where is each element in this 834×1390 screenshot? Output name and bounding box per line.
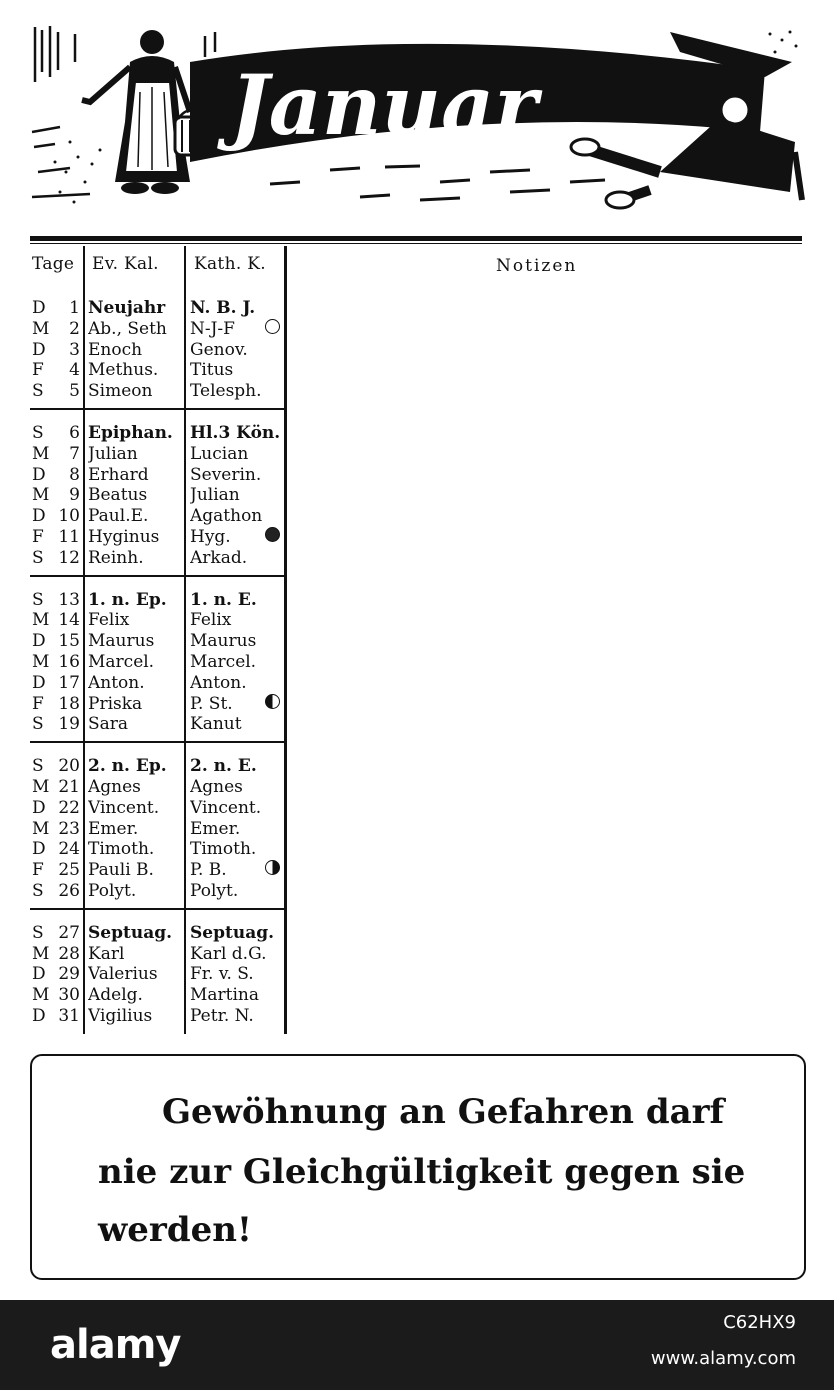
image-id: C62HX9 <box>723 1312 796 1333</box>
ev-name-cell: Sara <box>88 714 129 735</box>
ev-name-cell: Hyginus <box>88 527 160 547</box>
kath-name-cell: Julian <box>190 485 240 506</box>
calendar-row <box>30 756 286 777</box>
kath-name-cell: P. St. <box>190 693 233 714</box>
kath-name-cell: Fr. v. S. <box>190 964 254 985</box>
header-illustration <box>30 22 805 222</box>
kath-name-cell: Karl d.G. <box>190 943 267 964</box>
ev-name-cell: Karl <box>88 943 125 964</box>
day-number-cell: 2 <box>69 318 80 339</box>
calendar-row <box>30 381 286 402</box>
calendar-row <box>30 944 286 965</box>
day-number-cell: 13 <box>58 589 80 610</box>
kath-name-cell: Maurus <box>190 631 257 652</box>
day-number-cell: 27 <box>58 922 80 943</box>
weekday-cell: S <box>32 714 44 735</box>
weekday-cell: M <box>32 652 50 672</box>
day-number-cell: 30 <box>58 985 80 1006</box>
ev-name-cell: Erhard <box>88 464 149 485</box>
ev-name-cell: Enoch <box>88 339 143 360</box>
moon-phase-icon <box>265 527 280 542</box>
ev-name-cell: Vincent. <box>88 797 160 818</box>
ev-name-cell: Paul.E. <box>88 506 149 527</box>
kath-name-cell: Felix <box>190 610 232 631</box>
day-number-cell: 24 <box>58 839 80 860</box>
calendar-row <box>30 798 286 819</box>
calendar-row <box>30 694 286 715</box>
ev-name-cell: Pauli B. <box>88 860 154 881</box>
week-separator <box>30 408 286 410</box>
ev-name-cell: Vigilius <box>88 1006 153 1026</box>
kath-name-cell: Lucian <box>190 443 249 464</box>
weekday-cell: D <box>32 339 46 360</box>
ev-name-cell: Ab., Seth <box>88 318 167 339</box>
calendar-row <box>30 819 286 840</box>
kath-name-cell: Martina <box>190 985 260 1006</box>
notes-label: Notizen <box>496 256 578 276</box>
kath-name-cell: Polyt. <box>190 881 239 901</box>
day-number-cell: 9 <box>69 485 80 506</box>
day-number-cell: 14 <box>58 610 80 631</box>
month-header <box>30 22 805 222</box>
weekday-cell: S <box>32 381 44 402</box>
kath-name-cell: Emer. <box>190 818 241 839</box>
kath-name-cell: Severin. <box>190 464 262 485</box>
calendar-row <box>30 652 286 673</box>
day-number-cell: 29 <box>58 964 80 985</box>
calendar-row <box>30 548 286 569</box>
day-number-cell: 19 <box>58 714 80 735</box>
ev-name-cell: Polyt. <box>88 881 137 901</box>
ev-name-cell: Marcel. <box>88 652 155 672</box>
brand-url: www.alamy.com <box>650 1348 796 1369</box>
kath-name-cell: Anton. <box>190 672 247 693</box>
motto-line: Gewöhnung an Gefahren darf <box>162 1092 725 1132</box>
motto-box <box>30 1054 806 1280</box>
weekday-cell: S <box>32 423 44 443</box>
ev-name-cell: Reinh. <box>88 547 144 568</box>
weekday-cell: S <box>32 881 44 901</box>
weekday-cell: F <box>32 527 44 547</box>
header-rule-thin <box>30 243 802 244</box>
calendar-row <box>30 673 286 694</box>
calendar-row <box>30 423 286 444</box>
week-separator <box>30 908 286 910</box>
day-number-cell: 11 <box>58 527 80 547</box>
ev-name-cell: Valerius <box>88 964 158 985</box>
header-ev-kal: Ev. Kal. <box>92 254 159 274</box>
weekday-cell: M <box>32 943 50 964</box>
calendar-row <box>30 610 286 631</box>
kath-name-cell: Arkad. <box>190 547 248 568</box>
ev-name-cell: Priska <box>88 693 143 714</box>
day-number-cell: 21 <box>58 777 80 797</box>
day-number-cell: 12 <box>58 547 80 568</box>
calendar-row <box>30 1006 286 1027</box>
weekday-cell: D <box>32 1006 46 1026</box>
kath-name-cell: 1. n. E. <box>190 589 257 610</box>
calendar-row <box>30 985 286 1006</box>
day-number-cell: 26 <box>58 881 80 901</box>
weekday-cell: D <box>32 506 46 527</box>
calendar-row <box>30 777 286 798</box>
day-number-cell: 22 <box>58 797 80 818</box>
calendar-row <box>30 340 286 361</box>
month-title: Januar <box>230 58 538 154</box>
motto-line: nie zur Gleichgültigkeit gegen sie <box>98 1152 746 1192</box>
calendar-row <box>30 881 286 902</box>
footer-bar <box>0 1300 834 1390</box>
ev-name-cell: Agnes <box>88 777 141 797</box>
ev-name-cell: 2. n. Ep. <box>88 756 167 777</box>
day-number-cell: 20 <box>58 756 80 777</box>
weekday-cell: M <box>32 777 50 797</box>
calendar-row <box>30 923 286 944</box>
weekday-cell: D <box>32 631 46 652</box>
day-number-cell: 31 <box>58 1006 80 1026</box>
weekday-cell: D <box>32 964 46 985</box>
calendar-row <box>30 465 286 486</box>
ev-name-cell: Epiphan. <box>88 423 173 443</box>
kath-name-cell: Kanut <box>190 714 242 735</box>
moon-phase-icon <box>265 694 280 709</box>
day-number-cell: 4 <box>69 360 80 381</box>
kath-name-cell: Telesph. <box>190 381 262 402</box>
weekday-cell: S <box>32 589 44 610</box>
header-rule <box>30 236 802 241</box>
ev-name-cell: Neujahr <box>88 298 166 318</box>
weekday-cell: D <box>32 797 46 818</box>
weekday-cell: M <box>32 485 50 506</box>
ev-name-cell: Beatus <box>88 485 148 506</box>
ev-name-cell: Timoth. <box>88 839 155 860</box>
day-number-cell: 6 <box>69 423 80 443</box>
weekday-cell: M <box>32 818 50 839</box>
day-number-cell: 15 <box>58 631 80 652</box>
weekday-cell: M <box>32 318 50 339</box>
weekday-cell: M <box>32 443 50 464</box>
kath-name-cell: N. B. J. <box>190 298 256 318</box>
calendar-table <box>30 246 288 1036</box>
week-separator <box>30 741 286 743</box>
weekday-cell: D <box>32 298 46 318</box>
calendar-row <box>30 964 286 985</box>
kath-name-cell: Hyg. <box>190 527 231 547</box>
day-number-cell: 10 <box>58 506 80 527</box>
ev-name-cell: Maurus <box>88 631 155 652</box>
ev-name-cell: Methus. <box>88 360 159 381</box>
calendar-row <box>30 298 286 319</box>
calendar-row <box>30 485 286 506</box>
weekday-cell: M <box>32 985 50 1006</box>
day-number-cell: 18 <box>58 693 80 714</box>
weekday-cell: D <box>32 464 46 485</box>
ev-name-cell: Simeon <box>88 381 153 402</box>
kath-name-cell: Petr. N. <box>190 1006 254 1026</box>
weekday-cell: S <box>32 922 44 943</box>
weekday-cell: D <box>32 672 46 693</box>
day-number-cell: 1 <box>69 298 80 318</box>
weekday-cell: F <box>32 693 44 714</box>
calendar-row <box>30 839 286 860</box>
motto-line: werden! <box>98 1210 252 1250</box>
kath-name-cell: N-J-F <box>190 318 235 339</box>
kath-name-cell: Genov. <box>190 339 248 360</box>
ev-name-cell: 1. n. Ep. <box>88 589 167 610</box>
calendar-row <box>30 360 286 381</box>
weekday-cell: M <box>32 610 50 631</box>
kath-name-cell: 2. n. E. <box>190 756 257 777</box>
weekday-cell: S <box>32 547 44 568</box>
calendar-row <box>30 319 286 340</box>
kath-name-cell: Agnes <box>190 777 243 797</box>
header-kath-k: Kath. K. <box>194 254 266 274</box>
calendar-row <box>30 527 286 548</box>
kath-name-cell: Septuag. <box>190 922 275 943</box>
kath-name-cell: Timoth. <box>190 839 257 860</box>
day-number-cell: 28 <box>58 943 80 964</box>
day-number-cell: 16 <box>58 652 80 672</box>
ev-name-cell: Septuag. <box>88 922 173 943</box>
kath-name-cell: Titus <box>190 360 234 381</box>
calendar-row <box>30 714 286 735</box>
kath-name-cell: Vincent. <box>190 797 262 818</box>
weekday-cell: D <box>32 839 46 860</box>
weekday-cell: F <box>32 860 44 881</box>
calendar-row <box>30 860 286 881</box>
calendar-row <box>30 506 286 527</box>
kath-name-cell: Marcel. <box>190 652 257 672</box>
moon-phase-icon <box>265 319 280 334</box>
kath-name-cell: Hl.3 Kön. <box>190 423 281 443</box>
calendar-row <box>30 444 286 465</box>
ev-name-cell: Emer. <box>88 818 139 839</box>
day-number-cell: 25 <box>58 860 80 881</box>
calendar-row <box>30 590 286 611</box>
ev-name-cell: Felix <box>88 610 130 631</box>
calendar-row <box>30 631 286 652</box>
weekday-cell: S <box>32 756 44 777</box>
header-days: Tage <box>32 254 75 274</box>
day-number-cell: 23 <box>58 818 80 839</box>
week-separator <box>30 575 286 577</box>
ev-name-cell: Adelg. <box>88 985 143 1006</box>
ev-name-cell: Anton. <box>88 672 145 693</box>
ev-name-cell: Julian <box>88 443 138 464</box>
weekday-cell: F <box>32 360 44 381</box>
day-number-cell: 17 <box>58 672 80 693</box>
day-number-cell: 8 <box>69 464 80 485</box>
brand-logo: alamy <box>50 1322 181 1368</box>
day-number-cell: 5 <box>69 381 80 402</box>
day-number-cell: 3 <box>69 339 80 360</box>
kath-name-cell: Agathon <box>190 506 263 527</box>
kath-name-cell: P. B. <box>190 860 227 881</box>
day-number-cell: 7 <box>69 443 80 464</box>
